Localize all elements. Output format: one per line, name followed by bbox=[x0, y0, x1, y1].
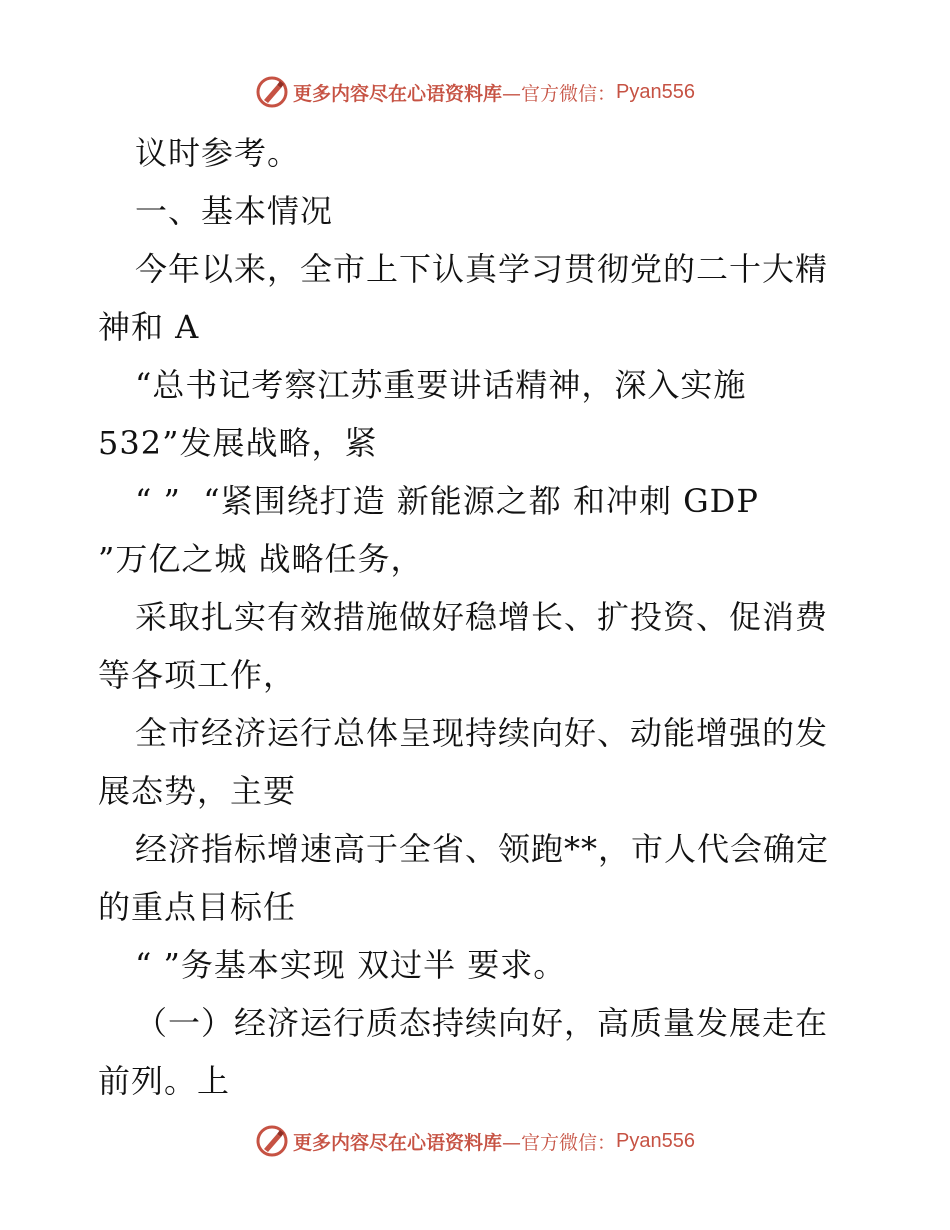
body-line: 今年以来，全市上下认真学习贯彻党的二十大精 bbox=[135, 250, 829, 288]
banner-main-text: 更多内容尽在心语资料库 bbox=[293, 1131, 503, 1154]
body-line: 等各项工作， bbox=[98, 656, 297, 694]
banner-wechat-label: —官方微信： bbox=[502, 1131, 617, 1154]
body-line: 全市经济运行总体呈现持续向好、动能增强的发 bbox=[135, 714, 829, 752]
body-line: 议时参考。 bbox=[135, 134, 301, 172]
body-line: 前列。上 bbox=[98, 1062, 231, 1100]
banner-wechat-id: Pyan556 bbox=[616, 80, 695, 103]
document-body bbox=[98, 124, 858, 1110]
header-banner bbox=[0, 72, 950, 112]
pen-logo-icon bbox=[255, 1124, 289, 1158]
body-line: ”万亿之城 战略任务， bbox=[98, 540, 424, 578]
banner-wechat-label: —官方微信： bbox=[502, 82, 617, 105]
pen-logo-icon bbox=[255, 75, 289, 109]
body-line: 的重点目标任 bbox=[98, 888, 297, 926]
body-line: 532”发展战略，紧 bbox=[98, 424, 378, 462]
section-heading: 一、基本情况 bbox=[135, 192, 334, 230]
body-line: 经济指标增速高于全省、领跑**，市人代会确定 bbox=[135, 830, 830, 868]
body-line: “总书记考察江苏重要讲话精神，深入实施 bbox=[135, 366, 747, 404]
banner-wechat-id: Pyan556 bbox=[616, 1129, 695, 1152]
banner-main-text: 更多内容尽在心语资料库 bbox=[293, 82, 503, 105]
body-line: “ ”务基本实现 双过半 要求。 bbox=[135, 946, 567, 984]
body-line: “ ” “紧围绕打造 新能源之都 和冲刺 GDP bbox=[135, 482, 759, 520]
footer-banner bbox=[0, 1121, 950, 1161]
body-line: 采取扎实有效措施做好稳增长、扩投资、促消费 bbox=[135, 598, 829, 636]
body-line: 展态势，主要 bbox=[98, 772, 297, 810]
subsection-heading: （一）经济运行质态持续向好，高质量发展走在 bbox=[135, 1004, 829, 1042]
body-line: 神和 A bbox=[98, 308, 200, 346]
